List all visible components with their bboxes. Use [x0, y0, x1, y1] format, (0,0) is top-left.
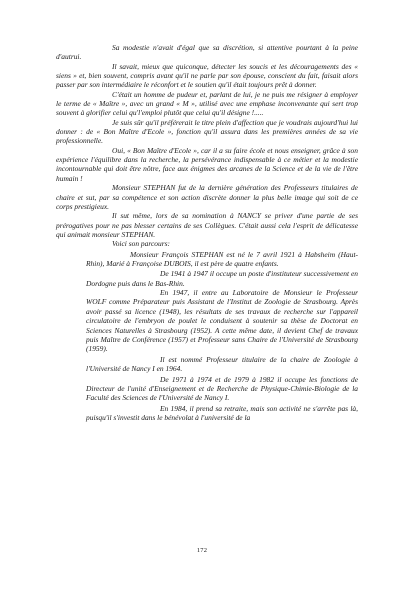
paragraph: Je suis sûr qu'il préférerait le titre plein d'affection que je voudrais aujourd'hui lui donner : de « Bon Maître d'Ecole », fonction qu'il assura dans les premières années de sa vie professionnelle.: [56, 117, 358, 146]
career-paragraph: Monsieur François STEPHAN est né le 7 avril 1921 à Habsheim (Haut-Rhin), Marié à Françoise DUBOIS, il est père de quatre enfants.: [86, 249, 358, 268]
paragraph: Oui, « Bon Maître d'Ecole », car il a su faire école et nous enseigner, grâce à son expérience l'équilibre dans la recherche, la persévérance indispensable à ce métier et la modestie incontournable qui doit être nôtre, face aux énigmes des arcanes de la Science et de la vie de l'être humain !: [56, 145, 358, 183]
career-paragraph: De 1971 à 1974 et de 1979 à 1982 il occupe les fonctions de Directeur de l'unité d'Enseignement et de Recherche de Physique-Chimie-Biologie de la Faculté des Sciences de l'Université de Nancy I.: [86, 374, 358, 403]
paragraph: Sa modestie n'avait d'égal que sa discrétion, si attentive pourtant à la peine d'autrui.: [56, 43, 358, 62]
career-section: [56, 250, 358, 423]
body-text: [56, 43, 358, 423]
career-paragraph: En 1947, il entre au Laboratoire de Monsieur le Professeur WOLF comme Préparateur puis Assistant de l'Institut de Zoologie de Strasbourg. Après avoir passé sa licence (1948), les résultats de ses travaux de recherche sur l'appareil circulatoire de l'embryon de poulet le conduisent à soutenir sa thèse de Doctorat en Sciences Naturelles à Strasbourg (1952). A cette même date, il devient Chef de travaux puis Maître de Conférence (1957) et Professeur sans Chaire de l'Université de Strasbourg (1959).: [86, 288, 358, 354]
paragraph: Monsieur STEPHAN fut de la dernière génération des Professeurs titulaires de chaire et sut, par sa compétence et son action discrète donner la plus belle image qui soit de ce corps prestigieux.: [56, 183, 358, 211]
paragraph: Il savait, mieux que quiconque, détecter les soucis et les découragements des « siens » et, bien souvent, compris avant qu'il ne parle par son épouse, conscient du fait, faisait alors passer par son intermédiaire le réconfort et le soutien qu'il était toujours prêt à donner.: [56, 61, 358, 90]
paragraph: Voici son parcours:: [112, 239, 170, 249]
page-number: 172: [196, 547, 208, 554]
paragraph: C'était un homme de pudeur et, parlant de lui, je ne puis me résigner à employer le terme de « Maître », avec un grand « M », utilisé avec une emphase inconvenante qui sert trop souvent à glorifier celui qu'l'emploi plutôt que celui qu'il désigne !.....: [56, 89, 358, 118]
paragraph: Il sut même, lors de sa nomination à NANCY se priver d'une partie de ses prérogatives pour ne pas blesser certains de ses Collègues. C'était aussi cela l'esprit de délicatesse qui animait monsieur STEPHAN.: [56, 211, 358, 239]
career-paragraph: De 1941 à 1947 il occupe un poste d'instituteur successivement en Dordogne puis dans le Bas-Rhin.: [86, 269, 358, 288]
career-paragraph: Il est nommé Professeur titulaire de la chaire de Zoologie à l'Université de Nancy I en 1964.: [86, 354, 358, 374]
career-paragraph: En 1984, il prend sa retraite, mais son activité ne s'arrête pas là, puisqu'il s'investit dans le bénévolat à l'université de la: [86, 403, 358, 423]
